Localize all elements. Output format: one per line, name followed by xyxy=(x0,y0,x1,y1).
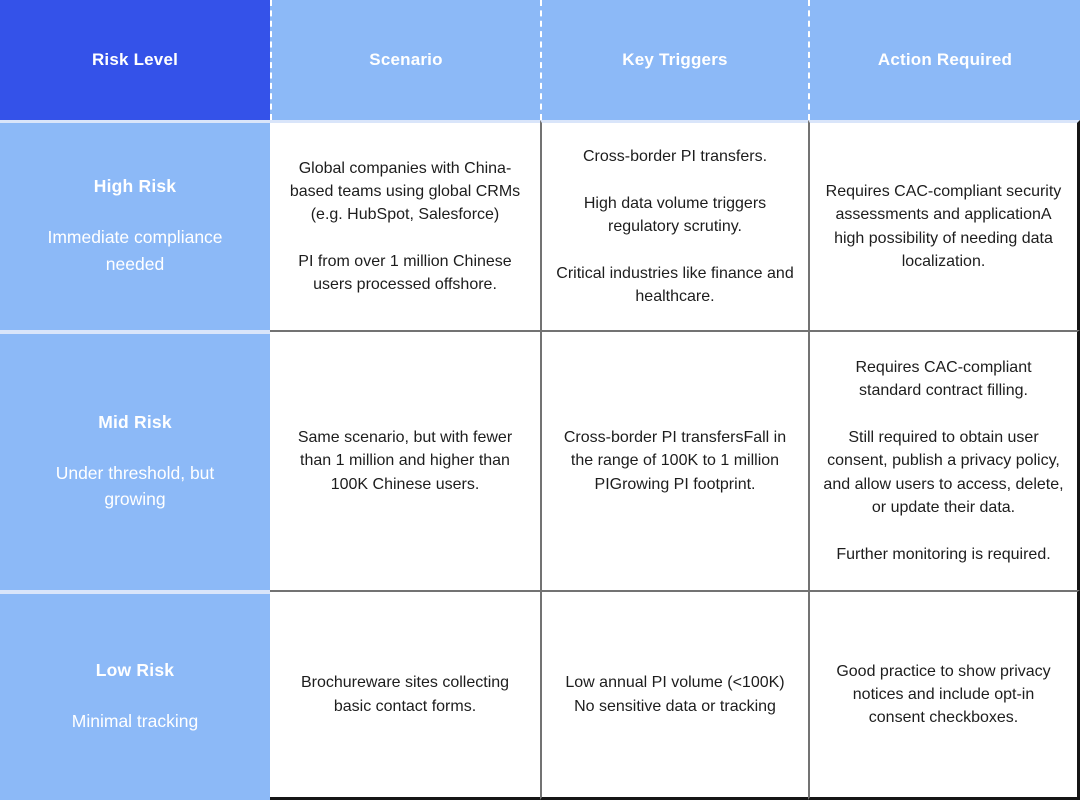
cell-paragraph: Brochureware sites collecting basic contact forms. xyxy=(300,674,510,715)
risk-label-cell-mid-risk xyxy=(0,330,270,590)
header-label: Action Required xyxy=(877,50,1013,69)
header-label: Risk Level xyxy=(91,50,179,69)
cell-paragraph: Critical industries like finance and healthcare. xyxy=(556,265,794,306)
cell-paragraph: Requires CAC-compliant security assessments and applicationA high possibility of needing data localization. xyxy=(825,183,1062,270)
cell-mid-risk-scenario xyxy=(270,330,540,590)
cell-paragraph: Good practice to show privacy notices and include opt-in consent checkboxes. xyxy=(836,662,1051,727)
cell-mid-risk-action-required xyxy=(808,330,1080,590)
cell-high-risk-action-required xyxy=(808,120,1080,330)
cell-low-risk-key-triggers xyxy=(540,590,808,800)
cell-paragraph: Same scenario, but with fewer than 1 million and higher than 100K Chinese users. xyxy=(297,429,513,493)
header-cell-action-required xyxy=(808,0,1080,120)
cell-paragraph: Still required to obtain user consent, publish a privacy policy, and allow users to access, delete, or update their data. xyxy=(823,429,1064,516)
risk-label-cell-high-risk xyxy=(0,120,270,330)
cell-paragraph: Low annual PI volume (<100K) xyxy=(565,674,785,692)
cell-low-risk-scenario xyxy=(270,590,540,800)
risk-subtitle: Under threshold, but growing xyxy=(55,462,215,509)
cell-paragraph: Requires CAC-compliant standard contract filling. xyxy=(855,358,1032,400)
header-cell-scenario xyxy=(270,0,540,120)
risk-title: High Risk xyxy=(93,176,177,197)
cell-low-risk-action-required xyxy=(808,590,1080,800)
cell-high-risk-key-triggers xyxy=(540,120,808,330)
header-label: Scenario xyxy=(369,50,443,69)
cell-paragraph: No sensitive data or tracking xyxy=(574,697,776,715)
header-label: Key Triggers xyxy=(622,50,728,69)
cell-paragraph: Further monitoring is required. xyxy=(836,545,1051,563)
cell-paragraph: PI from over 1 million Chinese users processed offshore. xyxy=(298,253,512,294)
risk-subtitle: Immediate compliance needed xyxy=(47,227,223,274)
risk-title: Mid Risk xyxy=(98,411,172,432)
risk-label-cell-low-risk xyxy=(0,590,270,800)
cell-paragraph: Cross-border PI transfers. xyxy=(582,147,768,165)
header-cell-key-triggers xyxy=(540,0,808,120)
cell-high-risk-scenario xyxy=(270,120,540,330)
header-cell-risk-level xyxy=(0,0,270,120)
cell-mid-risk-key-triggers xyxy=(540,330,808,590)
cell-paragraph: High data volume triggers regulatory scrutiny. xyxy=(583,194,767,235)
cell-paragraph: Global companies with China-based teams using global CRMs (e.g. HubSpot, Salesforce) xyxy=(289,159,521,223)
risk-title: Low Risk xyxy=(95,659,175,680)
cell-paragraph: Cross-border PI transfersFall in the range of 100K to 1 million PIGrowing PI footprint. xyxy=(563,429,787,493)
risk-subtitle: Minimal tracking xyxy=(71,710,199,731)
